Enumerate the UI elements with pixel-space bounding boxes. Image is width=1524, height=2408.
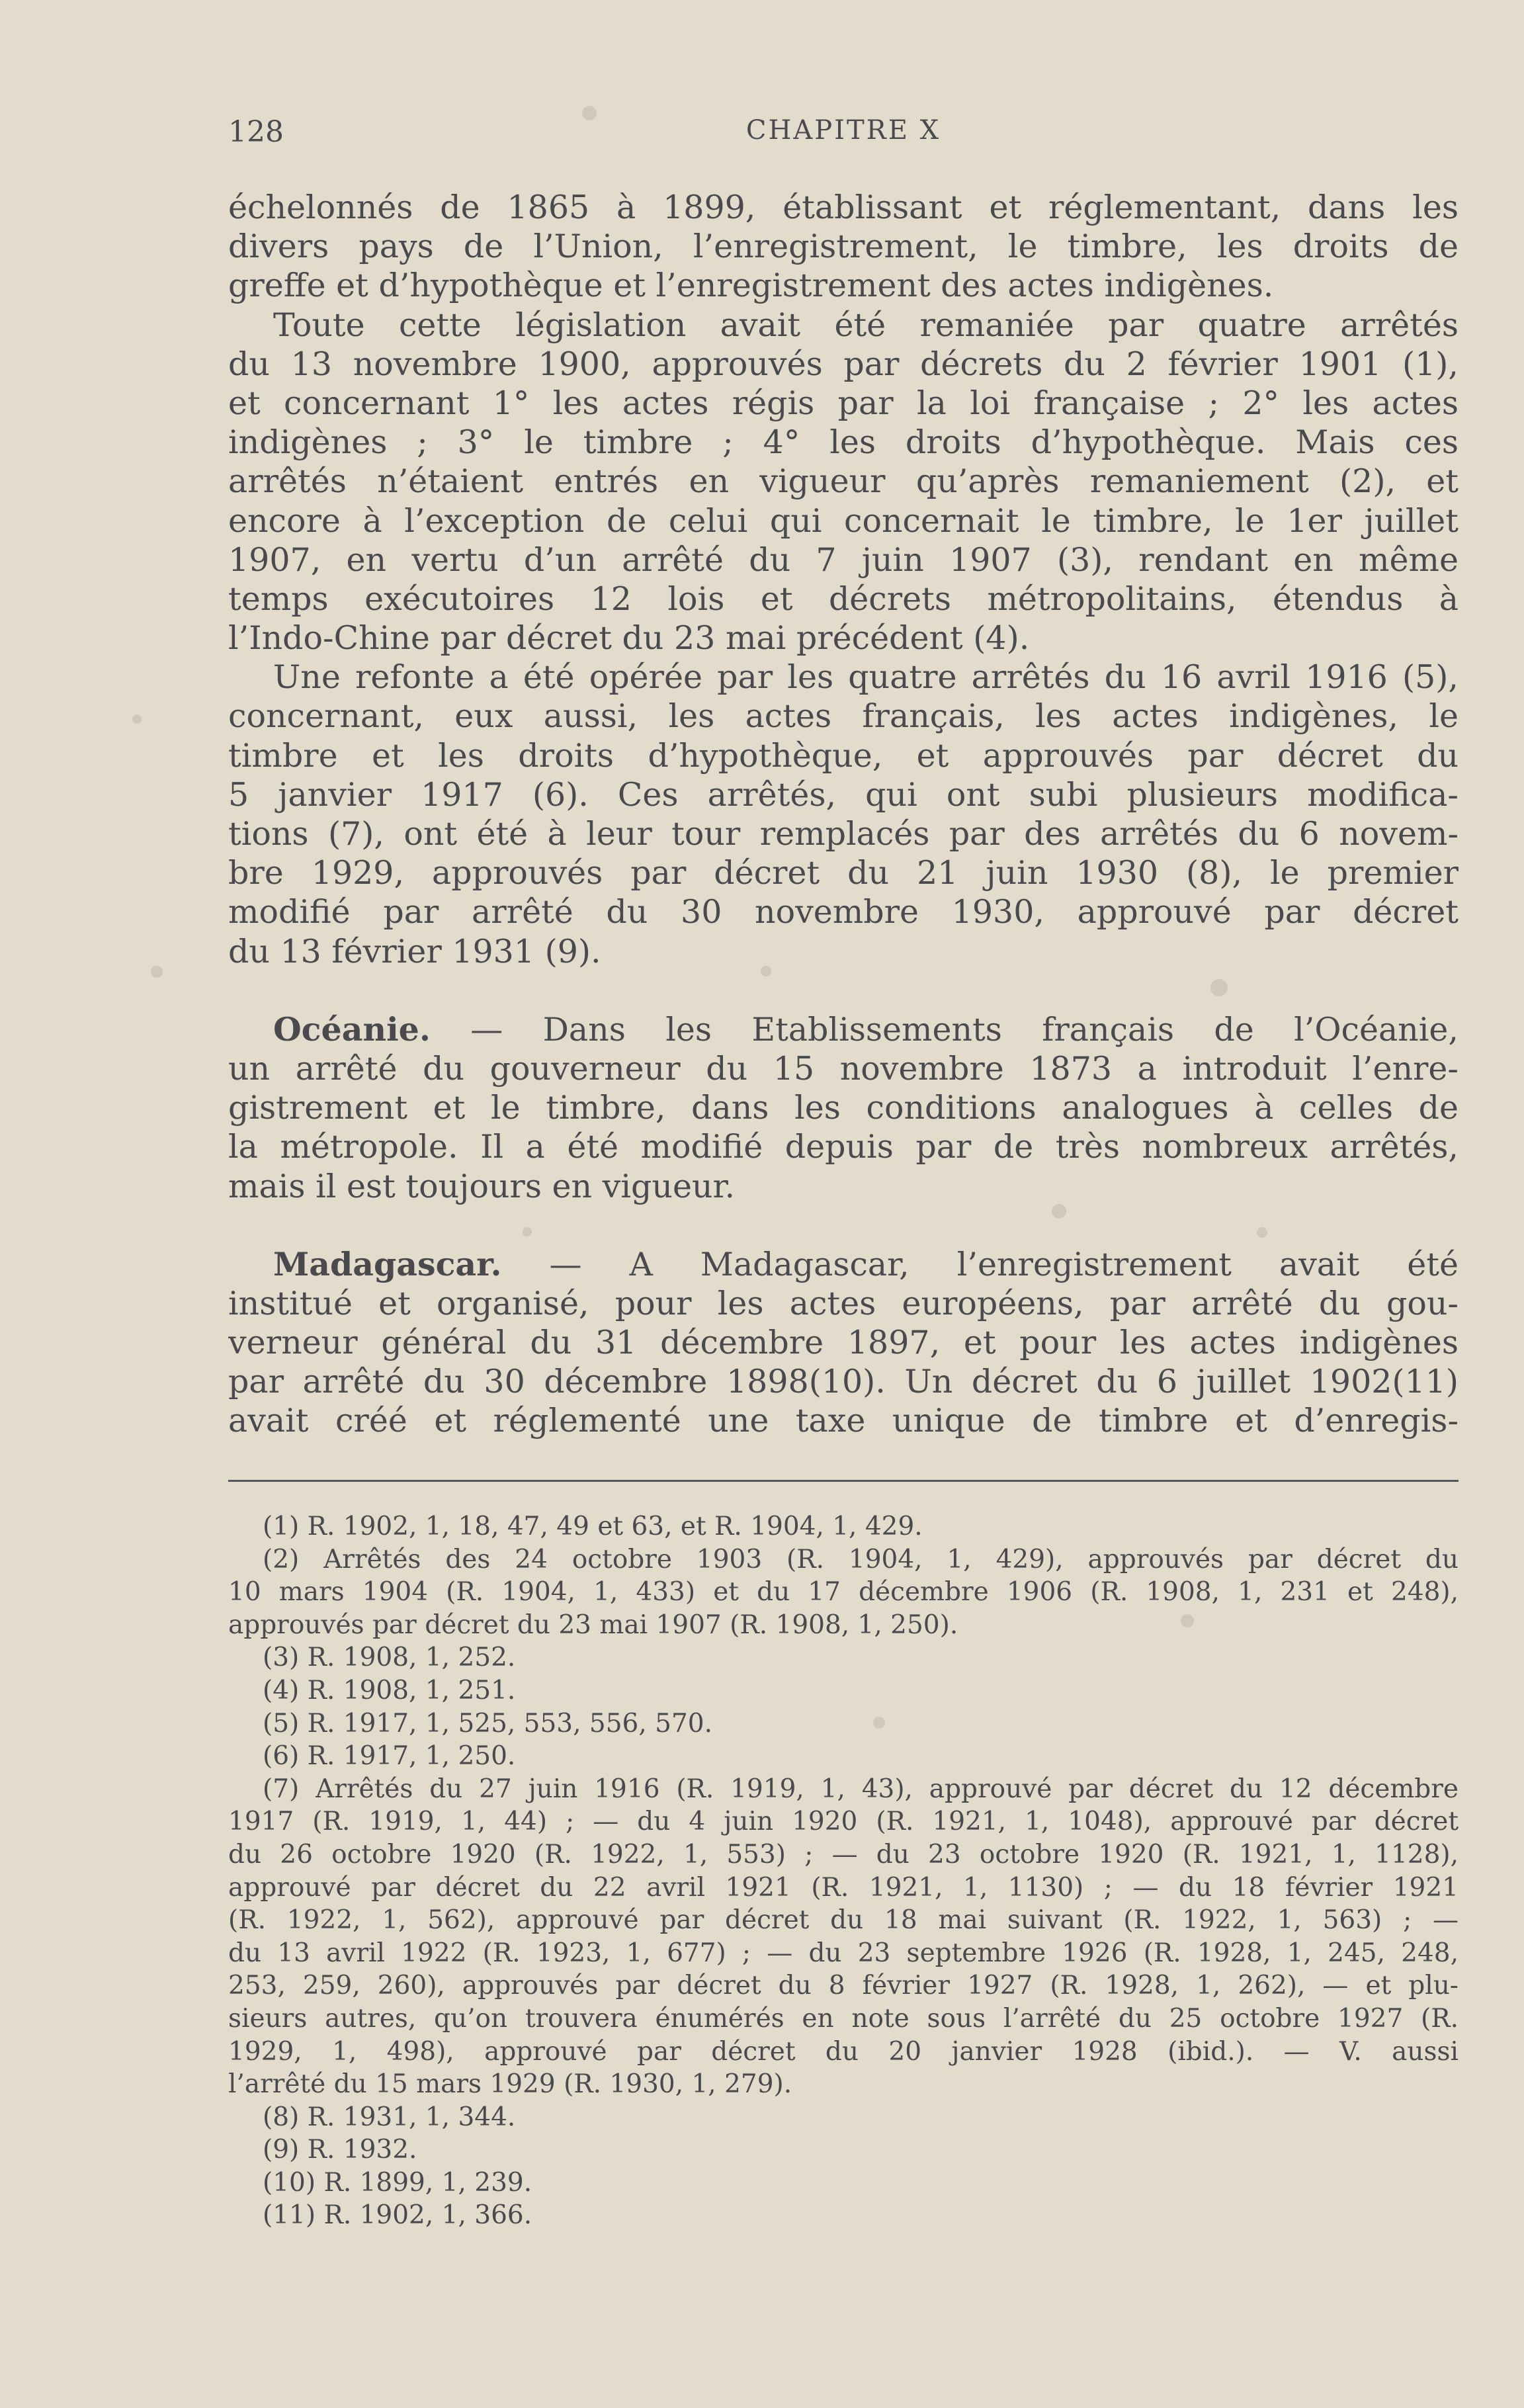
- footnote-line: l’arrêté du 15 mars 1929 (R. 1930, 1, 279).: [228, 2069, 792, 2100]
- paper-speck: [873, 1717, 885, 1729]
- text-line: échelonnés de 1865 à 1899, établissant et réglementant, dans les: [228, 189, 1459, 226]
- oceanie-lead: — Dans les Etablissements français de l’Océanie,: [470, 1010, 1459, 1049]
- footnote-line: 1929, 1, 498), approuvé par décret du 20 janvier 1928 (ibid.). — V. aussi: [228, 2036, 1459, 2067]
- footnote-separator: [228, 1480, 1459, 1482]
- text-line: temps exécutoires 12 lois et décrets métropolitains, étendus à: [228, 580, 1459, 618]
- text-line: un arrêté du gouverneur du 15 novembre 1873 a introduit l’enre-: [228, 1049, 1459, 1088]
- text-line: institué et organisé, pour les actes européens, par arrêté du gou-: [228, 1284, 1459, 1322]
- text-line: gistrement et le timbre, dans les conditions analogues à celles de: [228, 1089, 1459, 1127]
- text-line: greffe et d’hypothèque et l’enregistrement des actes indigènes.: [228, 267, 1274, 305]
- text-line: bre 1929, approuvés par décret du 21 juin 1930 (8), le premier: [228, 854, 1459, 892]
- text-line: arrêtés n’étaient entrés en vigueur qu’après remaniement (2), et: [228, 462, 1459, 501]
- footnote-line: (5) R. 1917, 1, 525, 553, 556, 570.: [263, 1708, 712, 1739]
- text-line: du 13 novembre 1900, approuvés par décrets du 2 février 1901 (1),: [228, 345, 1459, 383]
- text-line: 1907, en vertu d’un arrêté du 7 juin 1907 (3), rendant en même: [228, 540, 1459, 579]
- paper-speck: [1257, 1227, 1267, 1238]
- footnote-line: (1) R. 1902, 1, 18, 47, 49 et 63, et R. 1904, 1, 429.: [263, 1512, 923, 1541]
- text-line: 5 janvier 1917 (6). Ces arrêtés, qui ont subi plusieurs modifica-: [228, 775, 1459, 814]
- paper-speck: [1181, 1614, 1194, 1627]
- text-line: du 13 février 1931 (9).: [228, 932, 601, 970]
- text-line: indigènes ; 3° le timbre ; 4° les droits d’hypothèque. Mais ces: [228, 423, 1459, 462]
- footnote-line: 253, 259, 260), approuvés par décret du 8 février 1927 (R. 1928, 1, 262), — et plu-: [228, 1971, 1459, 2001]
- text-line: et concernant 1° les actes régis par la loi française ; 2° les actes: [228, 384, 1459, 422]
- text-line: par arrêté du 30 décembre 1898(10). Un décret du 6 juillet 1902(11): [228, 1363, 1459, 1401]
- footnote-line: du 26 octobre 1920 (R. 1922, 1, 553) ; — du 23 octobre 1920 (R. 1921, 1, 1128),: [228, 1839, 1459, 1870]
- madagascar-first-line: [228, 1245, 1459, 1284]
- running-header: [228, 115, 1459, 155]
- footnote-line: (R. 1922, 1, 562), approuvé par décret du 18 mai suivant (R. 1922, 1, 563) ; —: [228, 1905, 1459, 1936]
- text-line: divers pays de l’Union, l’enregistrement, le timbre, les droits de: [228, 228, 1459, 266]
- paragraph-gap: [228, 971, 1459, 1010]
- footnote-line: (2) Arrêtés des 24 octobre 1903 (R. 1904, 1, 429), approuvés par décret du: [263, 1544, 1459, 1574]
- footnotes: [228, 1510, 1459, 2232]
- footnote-line: (7) Arrêtés du 27 juin 1916 (R. 1919, 1, 43), approuvé par décret du 12 décembre: [263, 1774, 1459, 1804]
- paper-speck: [132, 714, 142, 724]
- text-line: mais il est toujours en vigueur.: [228, 1167, 736, 1205]
- oceanie-heading: Océanie.: [273, 1010, 431, 1049]
- text-line: encore à l’exception de celui qui concernait le timbre, le 1er juillet: [228, 501, 1459, 540]
- text-line: verneur général du 31 décembre 1897, et pour les actes indigènes: [228, 1324, 1459, 1362]
- text-line: avait créé et réglementé une taxe unique de timbre et d’enregis-: [228, 1402, 1459, 1440]
- paragraph-gap: [228, 1206, 1459, 1245]
- madagascar-lead: — A Madagascar, l’enregistrement avait été: [549, 1245, 1459, 1283]
- footnote-line: approuvés par décret du 23 mai 1907 (R. 1908, 1, 250).: [228, 1610, 958, 1640]
- footnote-line: (4) R. 1908, 1, 251.: [263, 1675, 516, 1705]
- paper-speck: [1210, 979, 1228, 996]
- chapter-title: CHAPITRE X: [745, 115, 941, 146]
- footnote-line: (11) R. 1902, 1, 366.: [263, 2200, 532, 2231]
- footnote-line: approuvé par décret du 22 avril 1921 (R. 1921, 1, 1130) ; — du 18 février 1921: [228, 1872, 1459, 1903]
- footnote-line: (10) R. 1899, 1, 239.: [263, 2167, 532, 2198]
- footnote-line: (3) R. 1908, 1, 252.: [263, 1643, 516, 1673]
- paper-speck: [523, 1227, 532, 1236]
- oceanie-first-line: [228, 1010, 1459, 1049]
- footnote-line: 1917 (R. 1919, 1, 44) ; — du 4 juin 1920 (R. 1921, 1, 1048), approuvé par décret: [228, 1807, 1459, 1837]
- madagascar-heading: Madagascar.: [273, 1244, 502, 1283]
- footnote-line: (6) R. 1917, 1, 250.: [263, 1741, 516, 1772]
- text-line: timbre et les droits d’hypothèque, et approuvés par décret du: [228, 736, 1459, 775]
- text-line: Une refonte a été opérée par les quatre arrêtés du 16 avril 1916 (5),: [273, 658, 1459, 697]
- footnote-line: 10 mars 1904 (R. 1904, 1, 433) et du 17 décembre 1906 (R. 1908, 1, 231 et 248),: [228, 1577, 1459, 1608]
- text-line: concernant, eux aussi, les actes français, les actes indigènes, le: [228, 697, 1459, 736]
- text-line: la métropole. Il a été modifié depuis par de très nombreux arrêtés,: [228, 1128, 1459, 1166]
- text-line: modifié par arrêté du 30 novembre 1930, approuvé par décret: [228, 893, 1459, 931]
- paper-speck: [761, 966, 771, 976]
- paper-speck: [582, 106, 597, 120]
- footnote-line: du 13 avril 1922 (R. 1923, 1, 677) ; — du 23 septembre 1926 (R. 1928, 1, 245, 248,: [228, 1938, 1459, 1968]
- page-number: 128: [228, 115, 284, 149]
- paper-speck: [151, 966, 163, 978]
- text-line: Toute cette législation avait été remaniée par quatre arrêtés: [273, 306, 1459, 344]
- text-line: l’Indo-Chine par décret du 23 mai précédent (4).: [228, 619, 1030, 658]
- paper-speck: [1052, 1204, 1066, 1219]
- main-text: [228, 188, 1459, 1441]
- footnote-line: sieurs autres, qu’on trouvera énumérés en note sous l’arrêté du 25 octobre 1927 (R.: [228, 2003, 1459, 2034]
- footnote-line: (8) R. 1931, 1, 344.: [263, 2102, 516, 2132]
- text-line: tions (7), ont été à leur tour remplacés par des arrêtés du 6 novem-: [228, 815, 1459, 853]
- footnote-line: (9) R. 1932.: [263, 2135, 417, 2165]
